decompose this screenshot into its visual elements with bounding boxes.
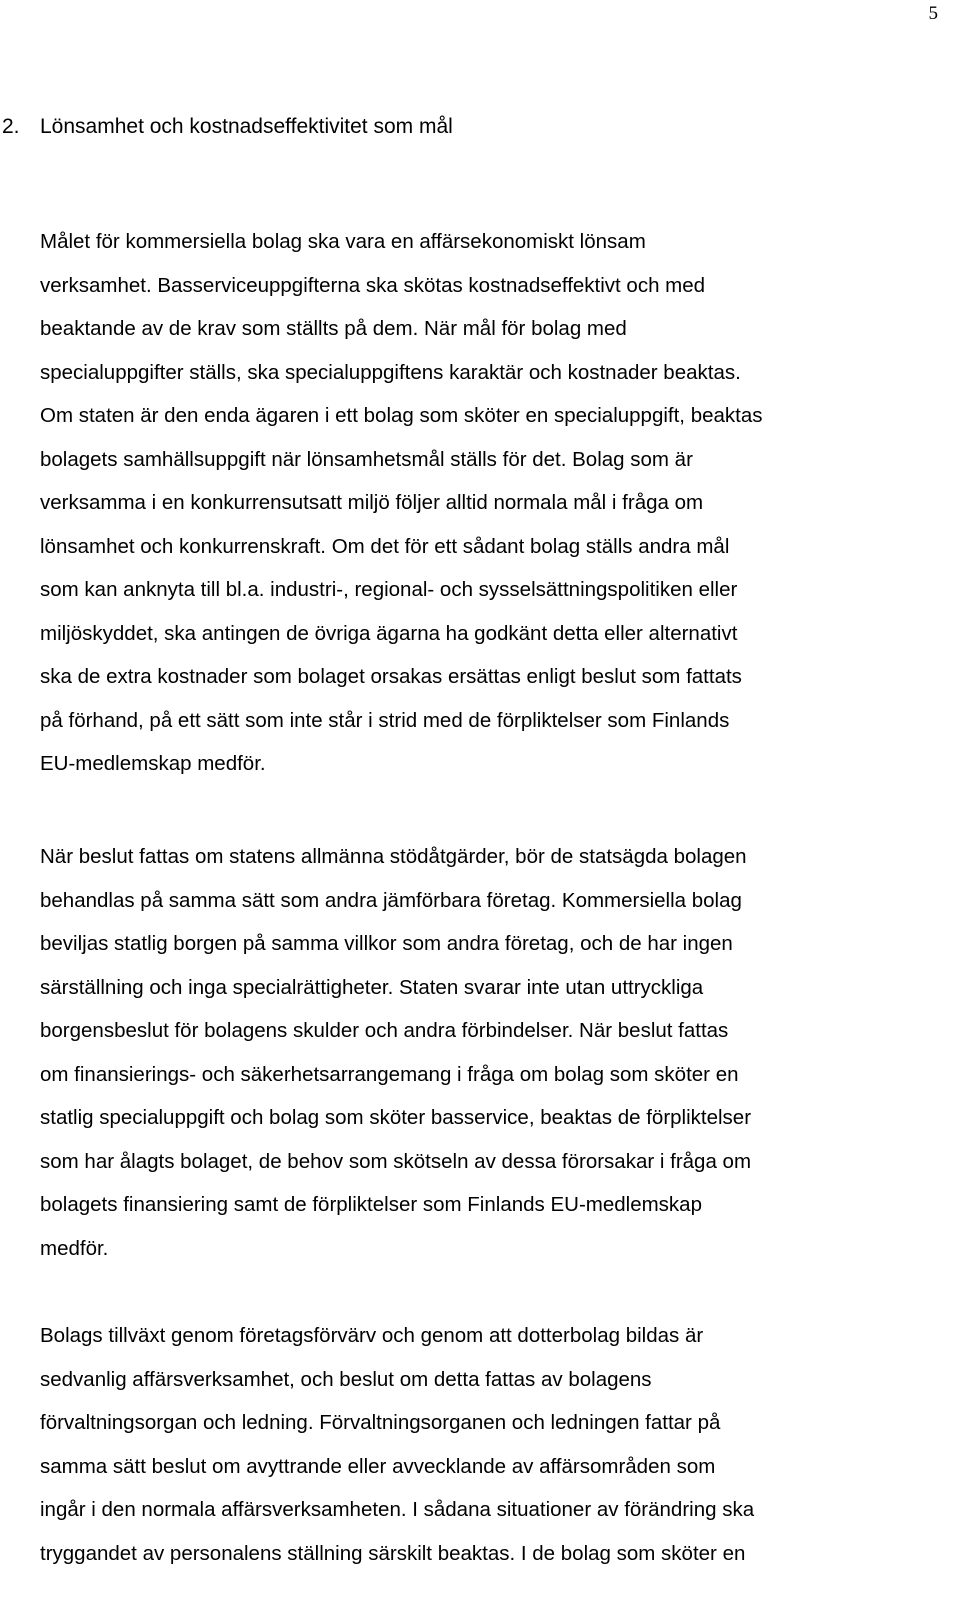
text-line: sedvanlig affärsverksamhet, och beslut om detta fattas av bolagens (40, 1367, 652, 1391)
text-line: specialuppgifter ställs, ska specialuppgiftens karaktär och kostnader beaktas. (40, 360, 741, 384)
text-line: som har ålagts bolaget, de behov som skötseln av dessa förorsakar i fråga om (40, 1149, 752, 1173)
section-number: 2. (2, 115, 20, 138)
text-line: Bolags tillväxt genom företagsförvärv och genom att dotterbolag bildas är (40, 1324, 704, 1347)
text-line: miljöskyddet, ska antingen de övriga ägarna ha godkänt detta eller alternativt (40, 621, 738, 645)
text-line: EU-medlemskap medför. (40, 752, 266, 775)
text-line: medför. (40, 1236, 109, 1260)
text-line: på förhand, på ett sätt som inte står i strid med de förpliktelser som Finlands (40, 708, 730, 732)
text-line: samma sätt beslut om avyttrande eller avvecklande av affärsområden som (40, 1454, 716, 1478)
text-line: beviljas statlig borgen på samma villkor som andra företag, och de har ingen (40, 932, 733, 955)
text-line: ingår i den normala affärsverksamheten. I sådana situationer av förändring ska (40, 1498, 755, 1521)
paragraph (40, 835, 940, 1270)
text-line: verksamhet. Basserviceuppgifterna ska skötas kostnadseffektivt och med (40, 273, 706, 297)
text-line: beaktande av de krav som ställts på dem. När mål för bolag med (40, 317, 627, 340)
text-line: bolagets finansiering samt de förpliktelser som Finlands EU-medlemskap (40, 1193, 702, 1216)
text-line: verksamma i en konkurrensutsatt miljö följer alltid normala mål i fråga om (40, 491, 704, 514)
text-line: ska de extra kostnader som bolaget orsakas ersättas enligt beslut som fattats (40, 665, 742, 688)
text-line: särställning och inga specialrättigheter. Staten svarar inte utan uttryckliga (40, 975, 704, 999)
text-line: tryggandet av personalens ställning särskilt beaktas. I de bolag som sköter en (40, 1541, 746, 1565)
text-line: När beslut fattas om statens allmänna stödåtgärder, bör de statsägda bolagen (40, 845, 747, 868)
text-line: förvaltningsorgan och ledning. Förvaltningsorganen och ledningen fattar på (40, 1411, 721, 1434)
text-line: statlig specialuppgift och bolag som sköter basservice, beaktas de förpliktelser (40, 1106, 752, 1129)
text-line: som kan anknyta till bl.a. industri-, regional- och sysselsättningspolitiken eller (40, 578, 738, 601)
text-line: borgensbeslut för bolagens skulder och andra förbindelser. När beslut fattas (40, 1019, 729, 1042)
text-line: Om staten är den enda ägaren i ett bolag som sköter en specialuppgift, beaktas (40, 404, 763, 427)
paragraph (40, 220, 940, 786)
text-line: Målet för kommersiella bolag ska vara en affärsekonomiskt lönsam (40, 230, 646, 253)
paragraph (40, 1314, 940, 1575)
section-title: Lönsamhet och kostnadseffektivitet som mål (40, 115, 453, 138)
text-line: behandlas på samma sätt som andra jämförbara företag. Kommersiella bolag (40, 888, 742, 912)
text-line: lönsamhet och konkurrenskraft. Om det för ett sådant bolag ställs andra mål (40, 534, 730, 558)
page-number: 5 (928, 3, 938, 24)
text-line: bolagets samhällsuppgift när lönsamhetsmål ställs för det. Bolag som är (40, 447, 693, 471)
text-line: om finansierings- och säkerhetsarrangemang i fråga om bolag som sköter en (40, 1062, 739, 1086)
